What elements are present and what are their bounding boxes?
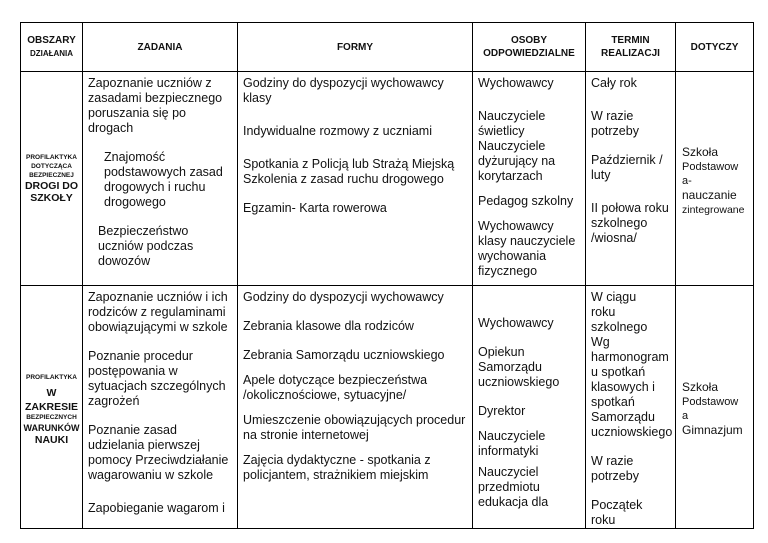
header-termin: TERMIN REALIZACJI — [586, 23, 676, 72]
zadanie-text: Bezpieczeństwo uczniów podczas dowozów — [98, 224, 194, 268]
formy-cell — [238, 72, 473, 286]
header-dzialania-text: DZIAŁANIA — [29, 49, 74, 58]
osoba-text: Nauczyciele informatyki — [478, 429, 546, 458]
zadanie-text: Poznanie zasad udzielania pierwszej pomocy Przeciwdziałanie wagarowaniu w szkole — [88, 423, 229, 482]
area-text: W — [46, 387, 57, 399]
dotyczy-cell — [676, 72, 754, 286]
osoba-text: Wychowawcy — [478, 316, 554, 330]
zadanie-text: Poznanie procedur postępowania w sytuacjach szczególnych zagrożeń — [88, 349, 226, 408]
header-row — [21, 23, 754, 72]
osoba-text: Wychowawcy — [478, 76, 554, 90]
forma-text: Umieszczenie obowiązujących procedur na stronie internetowej — [243, 413, 466, 442]
zadanie-text: Znajomość podstawowych zasad drogowych i ruchu drogowego — [104, 150, 223, 209]
area-text: PROFILAKTYKA — [26, 374, 77, 381]
termin-cell — [586, 286, 676, 529]
header-formy: FORMY — [238, 23, 473, 72]
forma-text: Godziny do dyspozycji wychowawcy — [243, 290, 444, 304]
table-row — [21, 72, 754, 286]
area-text: NAUKI — [34, 434, 69, 446]
area-text: BEZPIECZNEJ — [29, 172, 74, 179]
termin-text: Październik / luty — [591, 153, 663, 182]
area-text: DROGI DO — [24, 180, 79, 192]
header-obszary — [21, 23, 83, 72]
osoba-text: Pedagog szkolny — [478, 194, 574, 208]
osoba-text: Dyrektor — [478, 404, 526, 418]
forma-text: Zajęcia dydaktyczne - spotkania z policjantem, strażnikiem miejskim — [243, 453, 431, 482]
header-zadania: ZADANIA — [83, 23, 238, 72]
formy-cell — [238, 286, 473, 529]
osoba-text: Opiekun Samorządu uczniowskiego — [478, 345, 560, 389]
termin-text: Cały rok — [591, 76, 637, 90]
dotyczy-text: zintegrowane — [682, 203, 745, 216]
header-dotyczy: DOTYCZY — [676, 23, 754, 72]
termin-text: W razie potrzeby — [591, 109, 639, 138]
osoby-cell — [473, 286, 586, 529]
area-text: BEZPIECZNYCH — [26, 414, 77, 421]
osoba-text: Nauczyciel przedmiotu edukacja dla — [478, 465, 549, 509]
termin-text: W razie potrzeby — [591, 454, 639, 483]
area-text: DOTYCZĄCA — [31, 163, 72, 170]
zadania-cell — [83, 286, 238, 529]
forma-text: Zebrania klasowe dla rodziców — [243, 319, 414, 333]
termin-text: Początek roku — [591, 498, 643, 527]
forma-text: Apele dotyczące bezpieczeństwa /okolicznościowe, sytuacyjne/ — [243, 373, 428, 402]
dotyczy-cell — [676, 286, 754, 529]
forma-text: Spotkania z Policją lub Strażą Miejską Szkolenia z zasad ruchu drogowego — [243, 157, 455, 186]
termin-text: Wg harmonogram u spotkań klasowych i spotkań Samorządu uczniowskiego — [591, 335, 673, 439]
dotyczy-text: nauczanie — [682, 187, 737, 202]
termin-text: II połowa roku szkolnego /wiosna/ — [591, 201, 669, 245]
forma-text: Godziny do dyspozycji wychowawcy klasy — [243, 76, 444, 105]
area-text: WARUNKÓW — [23, 423, 80, 433]
dotyczy-text: a- — [682, 174, 692, 187]
dotyczy-text: Szkoła — [682, 380, 719, 394]
zadanie-text: Zapoznanie uczniów z zasadami bezpiecznego poruszania się po drogach — [88, 76, 223, 135]
zadania-cell — [83, 72, 238, 286]
area-text: PROFILAKTYKA — [26, 154, 77, 161]
dotyczy-text: a — [682, 410, 689, 422]
forma-text: Zebrania Samorządu uczniowskiego — [243, 348, 445, 362]
termin-text: W ciągu roku szkolnego — [591, 290, 648, 334]
forma-text: Egzamin- Karta rowerowa — [243, 201, 387, 215]
dotyczy-text: Podstawow — [682, 160, 739, 173]
osoba-text: Wychowawcy klasy nauczyciele wychowania fizycznego — [478, 219, 576, 278]
area-text: SZKOŁY — [30, 192, 73, 204]
osoba-text: Nauczyciele świetlicy Nauczyciele dyżurujący na korytarzach — [478, 109, 556, 183]
dotyczy-text: Podstawow — [682, 396, 739, 408]
area-cell-droga — [21, 72, 83, 286]
area-text: ZAKRESIE — [24, 401, 79, 413]
zadanie-text: Zapoznanie uczniów i ich rodziców z regulaminami obowiązującymi w szkole — [88, 290, 228, 334]
area-cell-nauka — [21, 286, 83, 529]
header-osoby: OSOBY ODPOWIEDZIALNE — [473, 23, 586, 72]
forma-text: Indywidualne rozmowy z uczniami — [243, 124, 432, 138]
zadanie-text: Zapobieganie wagarom i — [88, 501, 225, 515]
termin-cell — [586, 72, 676, 286]
dotyczy-text: Szkoła — [682, 144, 719, 159]
table-row — [21, 286, 754, 529]
header-obszary-text: OBSZARY — [27, 35, 76, 46]
dotyczy-text: Gimnazjum — [682, 423, 743, 437]
osoby-cell — [473, 72, 586, 286]
plan-table — [20, 22, 754, 529]
